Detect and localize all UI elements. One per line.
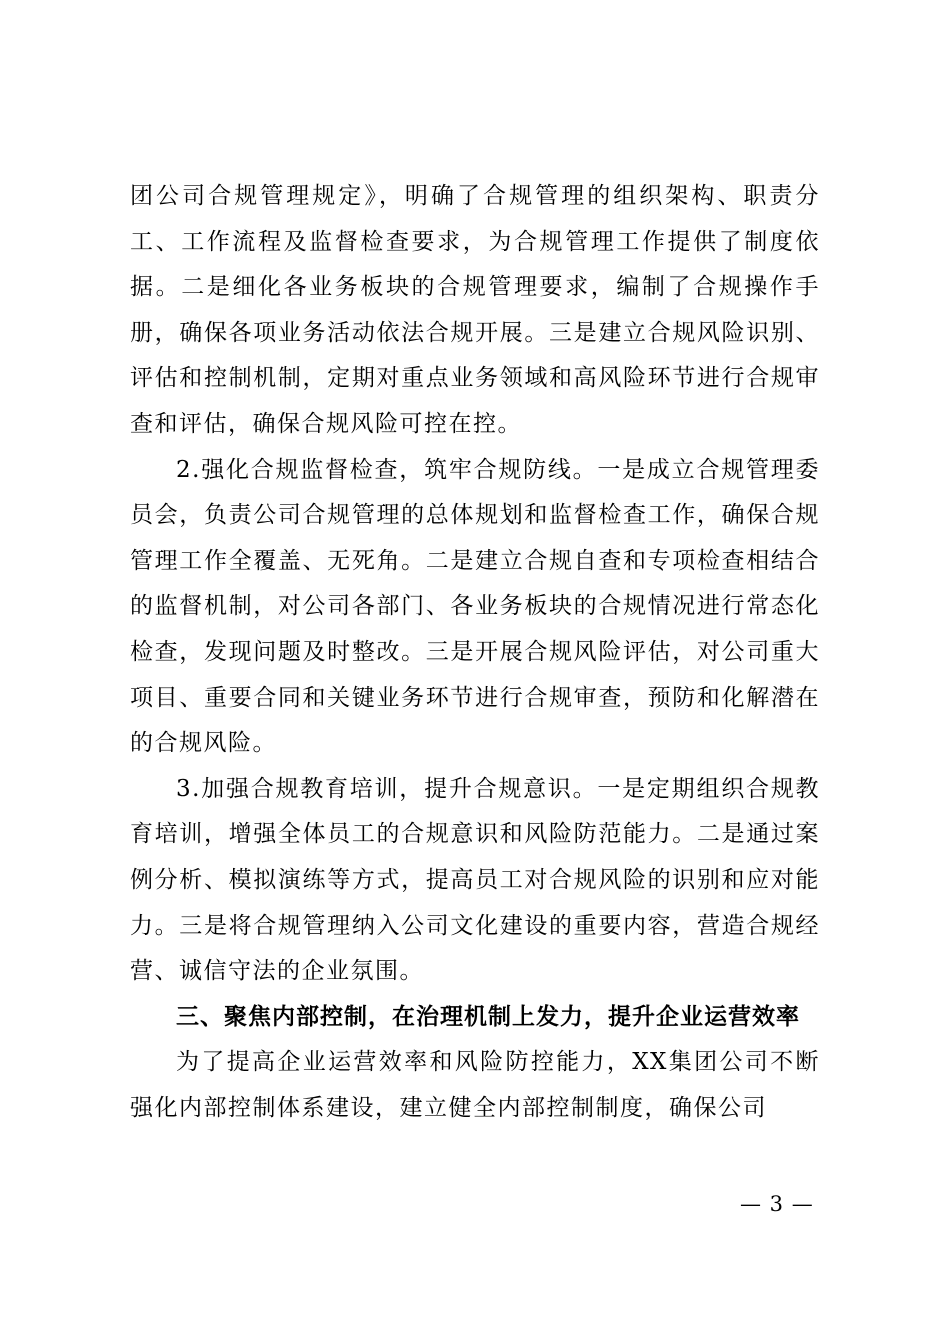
paragraph-continuation: 团公司合规管理规定》，明确了合规管理的组织架构、职责分工、工作流程及监督检查要求，为合规管理工作提供了制度依据。二是细化各业务板块的合规管理要求，编制了合规操作手册，确保各项业务活动依法合规开展。三是建立合规风险识别、评估和控制机制，定期对重点业务领域和高风险环节进行合规审查和评估，确保合规风险可控在控。 — [130, 183, 820, 437]
section-heading-3: 三、聚焦内部控制，在治理机制上发力，提升企业运营效率 — [176, 1003, 800, 1030]
paragraph-section-3-intro: 为了提高企业运营效率和风险防控能力，XX集团公司不断强化内部控制体系建设，建立健全内部控制制度，确保公司 — [130, 1049, 820, 1121]
document-page — [130, 174, 820, 1131]
paragraph-item-2: 2.强化合规监督检查，筑牢合规防线。一是成立合规管理委员会，负责公司合规管理的总体规划和监督检查工作，确保合规管理工作全覆盖、无死角。二是建立合规自查和专项检查相结合的监督机制，对公司各部门、各业务板块的合规情况进行常态化检查，发现问题及时整改。三是开展合规风险评估，对公司重大项目、重要合同和关键业务环节进行合规审查，预防和化解潜在的合规风险。 — [130, 456, 820, 757]
page-number: — 3 — — [740, 1192, 814, 1216]
paragraph-item-3: 3.加强合规教育培训，提升合规意识。一是定期组织合规教育培训，增强全体员工的合规意识和风险防范能力。二是通过案例分析、模拟演练等方式，提高员工对合规风险的识别和应对能力。三是将合规管理纳入公司文化建设的重要内容，营造合规经营、诚信守法的企业氛围。 — [130, 775, 820, 985]
